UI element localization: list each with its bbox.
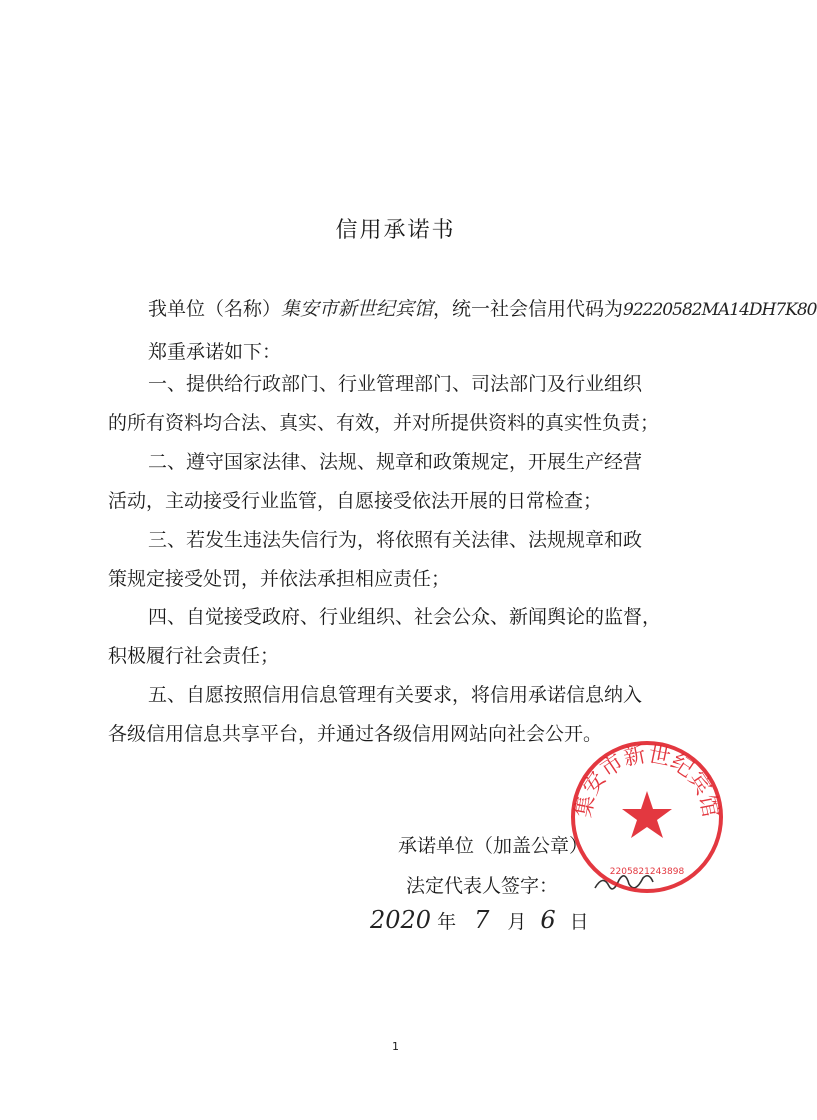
intro-prefix: 我单位（名称） bbox=[148, 298, 282, 320]
page-number: 1 bbox=[392, 1040, 399, 1053]
commitment-4-line-2: 积极履行社会责任； bbox=[108, 645, 280, 667]
signature-date bbox=[364, 906, 589, 934]
intro-line-1 bbox=[148, 296, 817, 323]
seal-number: 2205821243898 bbox=[609, 867, 685, 877]
date-year: 2020 bbox=[370, 906, 432, 934]
signature-rep-label: 法定代表人签字： bbox=[406, 875, 559, 897]
commitment-3-line-2: 策规定接受处罚，并依法承担相应责任； bbox=[108, 568, 451, 590]
company-name-handwriting: 集安市新世纪宾馆 bbox=[281, 298, 434, 320]
commitment-5-line-2: 各级信用信息共享平台，并通过各级信用网站向社会公开。 bbox=[108, 723, 603, 745]
date-day-label: 日 bbox=[569, 911, 589, 933]
commitment-4-line-1: 四、自觉接受政府、行业组织、社会公众、新闻舆论的监督， bbox=[148, 606, 662, 628]
date-month-label: 月 bbox=[507, 911, 527, 933]
date-year-label: 年 bbox=[437, 911, 457, 933]
intro-middle: ，统一社会信用代码为 bbox=[433, 298, 624, 320]
page-title: 信用承诺书 bbox=[335, 218, 456, 243]
date-day: 6 bbox=[540, 906, 556, 934]
seal-text-path: 集安市新世纪宾馆 bbox=[571, 742, 723, 820]
intro-line-2: 郑重承诺如下： bbox=[148, 341, 282, 363]
commitment-2-line-1: 二、遵守国家法律、法规、规章和政策规定，开展生产经营 bbox=[148, 451, 643, 473]
seal-star-icon bbox=[622, 791, 672, 838]
commitment-3-line-1: 三、若发生违法失信行为，将依照有关法律、法规规章和政 bbox=[148, 529, 643, 551]
commitment-5-line-1: 五、自愿按照信用信息管理有关要求，将信用承诺信息纳入 bbox=[148, 684, 643, 706]
date-month: 7 bbox=[474, 906, 490, 934]
commitment-1-line-2: 的所有资料均合法、真实、有效，并对所提供资料的真实性负责； bbox=[108, 412, 660, 434]
credit-code-handwriting: 92220582MA14DH7K80 bbox=[623, 300, 817, 320]
commitment-1-line-1: 一、提供给行政部门、行业管理部门、司法部门及行业组织 bbox=[148, 373, 643, 395]
signature-unit-label: 承诺单位（加盖公章） bbox=[398, 835, 589, 857]
commitment-2-line-2: 活动，主动接受行业监管，自愿接受依法开展的日常检查； bbox=[108, 490, 603, 512]
official-seal bbox=[567, 737, 727, 897]
